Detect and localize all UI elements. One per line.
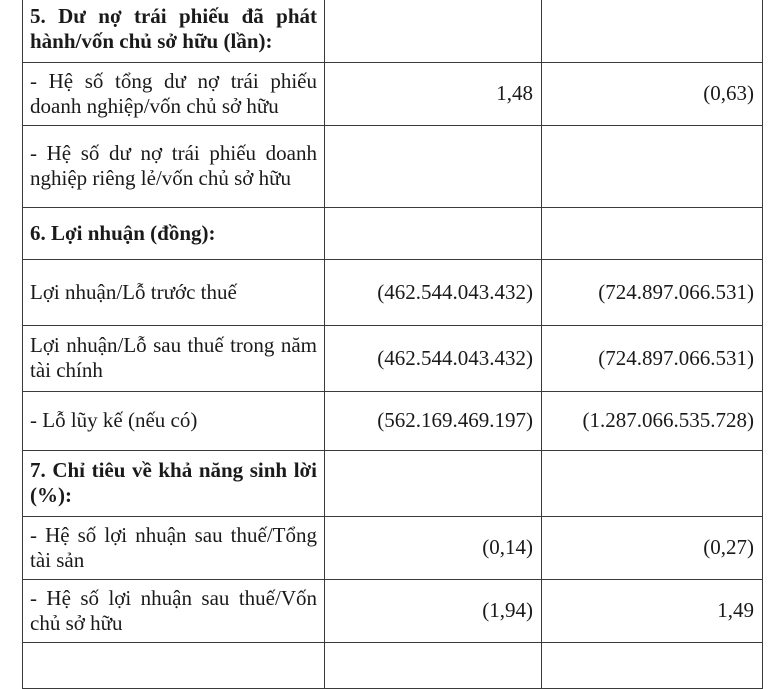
value-period-2: (1.287.066.535.728) — [542, 392, 763, 451]
value-period-2: (724.897.066.531) — [542, 260, 763, 326]
row-label: - Lỗ lũy kế (nếu có) — [23, 392, 325, 451]
value-period-1: (1,94) — [325, 580, 542, 643]
empty-cell — [325, 643, 542, 689]
section-header-row — [23, 451, 763, 517]
table-row — [23, 126, 763, 208]
section-header-row — [23, 208, 763, 260]
empty-cell — [542, 208, 763, 260]
empty-cell — [325, 451, 542, 517]
row-label: - Hệ số lợi nhuận sau thuế/Tổng tài sản — [23, 517, 325, 580]
value-period-2: (0,27) — [542, 517, 763, 580]
section-title: 6. Lợi nhuận (đồng): — [23, 208, 325, 260]
row-label: - Hệ số lợi nhuận sau thuế/Vốn chủ sở hữu — [23, 580, 325, 643]
value-period-1: (0,14) — [325, 517, 542, 580]
table-row — [23, 63, 763, 126]
financial-indicators-table — [22, 0, 763, 689]
value-period-2 — [542, 126, 763, 208]
empty-cell — [542, 643, 763, 689]
row-label: - Hệ số tổng dư nợ trái phiếu doanh nghiệp/vốn chủ sở hữu — [23, 63, 325, 126]
empty-cell — [325, 208, 542, 260]
document-page — [22, 0, 763, 689]
table-row-truncated — [23, 643, 763, 689]
row-label: Lợi nhuận/Lỗ sau thuế trong năm tài chính — [23, 326, 325, 392]
empty-cell — [325, 0, 542, 63]
table-row — [23, 580, 763, 643]
table-row — [23, 260, 763, 326]
empty-cell — [542, 451, 763, 517]
table-row — [23, 392, 763, 451]
section-title: 7. Chỉ tiêu về khả năng sinh lời (%): — [23, 451, 325, 517]
value-period-2: (0,63) — [542, 63, 763, 126]
table-row — [23, 326, 763, 392]
value-period-1: (462.544.043.432) — [325, 260, 542, 326]
value-period-1 — [325, 126, 542, 208]
row-label: Lợi nhuận/Lỗ trước thuế — [23, 260, 325, 326]
table-row — [23, 517, 763, 580]
empty-cell — [23, 643, 325, 689]
section-title: 5. Dư nợ trái phiếu đã phát hành/vốn chủ sở hữu (lần): — [23, 0, 325, 63]
section-header-row — [23, 0, 763, 63]
value-period-1: 1,48 — [325, 63, 542, 126]
value-period-1: (562.169.469.197) — [325, 392, 542, 451]
value-period-1: (462.544.043.432) — [325, 326, 542, 392]
value-period-2: (724.897.066.531) — [542, 326, 763, 392]
empty-cell — [542, 0, 763, 63]
value-period-2: 1,49 — [542, 580, 763, 643]
row-label: - Hệ số dư nợ trái phiếu doanh nghiệp riêng lẻ/vốn chủ sở hữu — [23, 126, 325, 208]
